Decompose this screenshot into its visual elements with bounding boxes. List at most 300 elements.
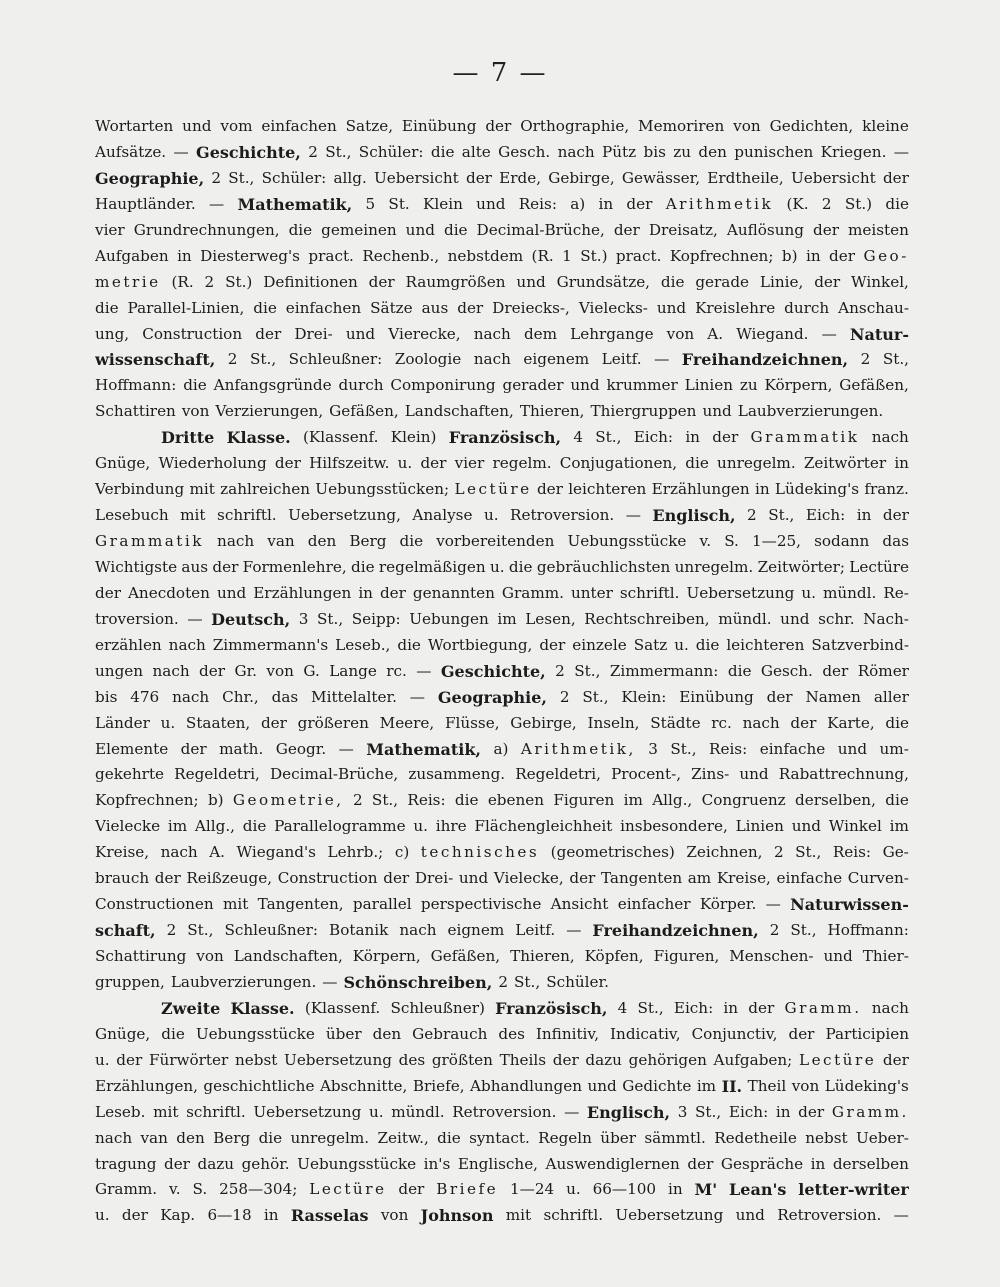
word: nach [399, 921, 437, 940]
word: (R. [531, 246, 554, 265]
word: die [685, 454, 709, 473]
word: St.) [580, 246, 608, 265]
word: die [508, 557, 533, 576]
word: Verbindung [95, 480, 185, 499]
word: Abhandlungen [470, 1076, 582, 1095]
word: Dritte [161, 428, 215, 448]
word: Schüler: [261, 168, 327, 187]
text-line-30 [95, 866, 909, 892]
word: Wortarten [95, 117, 174, 135]
word: 2 [352, 791, 363, 810]
word: eigenem [523, 350, 590, 369]
word: erzählen [95, 635, 162, 654]
word: Procent-, [611, 765, 682, 784]
word: regelm. [492, 454, 552, 473]
word: Gramm. [95, 1180, 158, 1199]
word: die [727, 661, 752, 680]
word: Briefe, [412, 1076, 465, 1095]
word: die [437, 1128, 461, 1147]
word: Körpern, [764, 376, 833, 395]
word: und [476, 194, 506, 213]
word: Meere, [379, 713, 435, 732]
word: Staaten, [185, 713, 251, 732]
word: Grundrechnungen, [133, 220, 280, 239]
text-line-5 [95, 218, 909, 244]
word: Landschaften, [404, 402, 514, 421]
word: Naturwissen- [790, 895, 909, 915]
word: St., [187, 921, 214, 940]
word: Klein [423, 194, 463, 213]
text-line-36 [95, 1022, 909, 1048]
word: 258—304; [219, 1180, 298, 1199]
word: — [564, 1102, 580, 1121]
word: Rechtschreiben, [584, 609, 710, 628]
word: Tangenten, [257, 895, 344, 914]
word: v. [168, 1180, 181, 1199]
word: der [882, 506, 909, 525]
word: St., [768, 506, 795, 525]
word: Schattiren [95, 402, 176, 421]
word: der [552, 1050, 579, 1069]
word: Anecdoten [127, 583, 210, 602]
text-line-26 [95, 762, 909, 788]
word: tragung [95, 1154, 157, 1173]
word: Köpfen, [584, 947, 644, 965]
text-line-28 [95, 814, 909, 840]
word: Figuren [553, 791, 615, 810]
word: unter [570, 583, 613, 602]
word: Retroversion. [452, 1102, 557, 1121]
word: und [739, 765, 769, 784]
word: alte [461, 142, 491, 161]
word: Uebersicht [373, 168, 459, 187]
word: — [893, 1206, 909, 1225]
word: Seipp: [351, 609, 401, 628]
word: Wiederholung [158, 454, 267, 473]
word: schriftl. [217, 506, 277, 525]
word: gemeinen [321, 220, 397, 239]
word: Arithmetik [665, 194, 774, 213]
word: ebenen [487, 791, 545, 810]
word: größten [431, 1050, 493, 1069]
word: Ge- [882, 843, 909, 862]
word: St. [388, 194, 410, 213]
word: Zoologie [394, 350, 462, 369]
word: Lehrgange [570, 324, 654, 343]
word: Städte [650, 713, 701, 732]
word: um- [879, 739, 909, 758]
word: Geographie, [437, 687, 547, 707]
word: Gespräche [720, 1154, 804, 1173]
word: Geometrie, [232, 791, 344, 810]
word: in [775, 1102, 791, 1121]
word: Retroversion. [510, 506, 615, 525]
word: Reis: [832, 843, 872, 862]
word: Johnson [420, 1206, 494, 1226]
word: v. [699, 532, 712, 550]
word: Geo- [863, 246, 909, 265]
word: mit [222, 895, 249, 914]
word: Linien [684, 376, 733, 395]
word: der [813, 220, 839, 239]
text-line-20 [95, 607, 909, 633]
word: St., [795, 843, 822, 862]
word: der [116, 1050, 143, 1069]
word: der [748, 998, 775, 1017]
word: Theil [747, 1076, 787, 1095]
word: vom [220, 117, 253, 135]
word: die [397, 635, 421, 654]
word: Kreise, [716, 869, 771, 888]
word: Winkel [828, 817, 882, 836]
word: letter-writer [798, 1180, 909, 1200]
word: in [667, 1180, 683, 1199]
word: sämmtl. [644, 1128, 706, 1147]
word: Laubverzierungen. [737, 402, 884, 421]
text-line-9 [95, 322, 909, 348]
word: in [723, 998, 739, 1017]
text-line-32 [95, 918, 909, 944]
word: vier [95, 220, 125, 239]
word: nebst [805, 1128, 848, 1147]
word: Auflösung [726, 220, 804, 239]
text-line-13 [95, 425, 909, 451]
word: der [260, 713, 287, 732]
word: St., [325, 142, 352, 161]
word: dem [523, 324, 558, 343]
word: Orthographie, [520, 117, 630, 135]
word: die [258, 1128, 283, 1147]
text-line-8 [95, 296, 909, 322]
word: der [457, 298, 484, 317]
word: geschichtliche [203, 1076, 315, 1095]
word: vier [454, 454, 485, 473]
word: und [837, 739, 868, 758]
word: der [569, 869, 596, 888]
word: von [733, 117, 761, 135]
word: krummer [606, 376, 678, 395]
word: Sätze [370, 298, 413, 317]
word: Regeldetri, [174, 765, 260, 784]
word: Uebersetzung [284, 1050, 392, 1069]
word: nach [152, 661, 190, 680]
word: einzele [572, 635, 627, 654]
word: der [882, 168, 909, 187]
word: Aufgaben [95, 246, 169, 265]
word: — [416, 661, 432, 680]
word: Freihandzeichnen, [592, 921, 759, 941]
word: regelmäßigen [378, 557, 486, 576]
word: Lean's [729, 1180, 787, 1200]
word: schaft, [95, 921, 156, 941]
word: nach [95, 1128, 133, 1147]
word: Vierecke, [388, 324, 461, 343]
word: 2 [821, 194, 832, 213]
word: den [176, 1128, 205, 1147]
word: — [821, 324, 837, 343]
word: Kreislehre [695, 298, 776, 317]
word: Dreisatz, [648, 220, 718, 239]
body-text [95, 114, 909, 1229]
word: Wortbiegung, [427, 635, 533, 654]
word: pract. [308, 246, 354, 265]
word: Grammatik [750, 428, 860, 447]
word: Indicativ, [610, 1024, 681, 1043]
word: Chr., [222, 687, 259, 706]
word: — [409, 687, 425, 706]
word: Botanik [329, 921, 389, 940]
word: Componirung [390, 376, 496, 395]
word: Conjugationen, [559, 454, 678, 473]
word: in [805, 246, 821, 265]
word: 2 [227, 350, 238, 369]
word: dazu [585, 1050, 622, 1069]
word: St., [514, 972, 541, 991]
text-line-42 [95, 1177, 909, 1203]
word: Reis: [518, 194, 557, 213]
word: nach [473, 350, 511, 369]
word: und [587, 1076, 617, 1095]
word: Nach- [863, 609, 909, 628]
word: Kap. [160, 1206, 196, 1225]
word: Mathematik, [237, 194, 353, 214]
text-line-15 [95, 477, 909, 503]
word: punischen [734, 142, 814, 161]
word: in [358, 583, 373, 602]
word: der [766, 687, 793, 706]
word: ihre [435, 817, 467, 836]
word: Menschen- [729, 947, 814, 965]
word: von [666, 324, 695, 343]
word: Gefäßen, [430, 947, 501, 965]
word: Hoffmann: [95, 376, 177, 395]
word: Lüdeking's [774, 480, 860, 499]
word: Mittelalter. [311, 687, 397, 706]
word: Leseb. [95, 1102, 146, 1121]
word: einfache [759, 739, 826, 758]
word: Flüsse, [444, 713, 500, 732]
word: Verzierungen, [215, 402, 324, 421]
word: zusammeng. [408, 765, 506, 784]
word: Gedichte [622, 1076, 692, 1095]
word: schriftl. [619, 583, 680, 602]
text-line-19 [95, 581, 909, 607]
word: brauch [95, 869, 150, 888]
word: Reißzeuge, [186, 869, 273, 888]
word: der [163, 1154, 190, 1173]
word: nach [473, 324, 511, 343]
word: meisten [847, 220, 909, 239]
word: der [790, 713, 817, 732]
word: St., [228, 168, 255, 187]
word: schr. [818, 609, 855, 628]
word: unregelm. [717, 454, 796, 473]
word: ung, [95, 324, 130, 343]
word: Vielecks- [578, 298, 648, 317]
word: Mathematik, [366, 739, 481, 759]
word: A. [209, 843, 226, 862]
word: Deutsch, [211, 609, 291, 629]
word: der [121, 1206, 148, 1225]
word: Schönschreiben, [343, 972, 493, 992]
word: mündl. [391, 1102, 445, 1121]
word: Congruenz [701, 791, 786, 810]
word: 2 [555, 661, 565, 680]
text-line-18 [95, 555, 909, 581]
word: Schüler: [358, 142, 424, 161]
text-line-37 [95, 1048, 909, 1074]
word: St., [882, 350, 909, 369]
word: — [322, 972, 338, 991]
word: Diesterweg's [200, 246, 300, 265]
word: Lange [329, 661, 377, 680]
word: der [465, 168, 492, 187]
word: 5 [365, 194, 376, 213]
word: St., [249, 350, 277, 369]
word: St., [790, 921, 817, 940]
word: u. [566, 1180, 581, 1199]
word: Geschichte, [440, 661, 546, 681]
word: Eich: [728, 1102, 769, 1121]
word: Infinitiv, [535, 1024, 600, 1043]
word: mit [180, 506, 206, 525]
word: die [454, 791, 479, 810]
word: — [625, 506, 641, 525]
word: des [398, 1050, 426, 1069]
word: größeren [297, 713, 369, 732]
text-line-3 [95, 166, 909, 192]
text-line-6 [95, 244, 909, 270]
word: Zweite [161, 998, 221, 1018]
word: einfachen [261, 117, 337, 135]
word: der [485, 117, 512, 135]
word: der [536, 480, 563, 499]
word: der [829, 246, 856, 265]
word: 2 [769, 921, 780, 940]
word: Allg., [652, 791, 693, 810]
word: Gewässer, [621, 168, 701, 187]
word: (Klassenf. [303, 428, 379, 447]
word: II. [721, 1076, 743, 1096]
word: 2 [747, 506, 757, 525]
word: der [822, 661, 849, 680]
word: u. [160, 713, 176, 732]
word: Elemente [95, 739, 169, 758]
word: franz. [864, 480, 909, 499]
word: leichteren [726, 635, 805, 654]
word: und [345, 324, 376, 343]
word: bis [643, 142, 666, 161]
word: zahlreichen [220, 480, 310, 499]
word: die [885, 194, 909, 213]
word: Reis: [709, 739, 748, 758]
text-line-41 [95, 1152, 909, 1178]
word: Figuren, [653, 947, 720, 965]
word: 2 [166, 921, 177, 940]
word: sodann [814, 532, 870, 550]
word: und [458, 869, 489, 888]
word: metrie [95, 272, 161, 291]
word: Fürwörter [148, 1050, 229, 1069]
word: St., [317, 609, 344, 628]
word: math. [219, 739, 264, 758]
word: Uebersetzung [686, 583, 795, 602]
text-line-14 [95, 451, 909, 477]
word: Lehrb.; [327, 843, 384, 862]
word: nach [871, 428, 909, 447]
word: Uebersicht [790, 168, 876, 187]
word: Aufsätze. [95, 142, 167, 161]
word: und [182, 117, 212, 135]
word: gekehrte [95, 765, 165, 784]
word: 3 [677, 1102, 688, 1121]
word: Linie, [759, 272, 804, 291]
word: pract. [615, 246, 662, 265]
word: G. [303, 661, 320, 680]
word: Constructionen [95, 895, 214, 914]
word: (K. [786, 194, 809, 213]
word: Parallel-Linien, [127, 298, 245, 317]
text-line-27 [95, 788, 909, 814]
word: (R. [171, 272, 194, 291]
word: M' [694, 1180, 718, 1200]
word: van [267, 532, 295, 550]
word: 2 [211, 168, 222, 187]
word: allg. [333, 168, 367, 187]
word: der [383, 869, 410, 888]
word: Kopfrechnen; [669, 246, 774, 265]
text-line-35 [95, 996, 909, 1022]
word: Satze, [345, 117, 394, 135]
text-line-33 [95, 944, 909, 970]
word: wissenschaft, [95, 350, 216, 370]
word: Anschau- [838, 298, 909, 317]
word: unregelm. [674, 557, 754, 576]
word: aus [421, 298, 449, 317]
word: Uebersetzung [615, 1206, 724, 1225]
word: und [216, 583, 247, 602]
word: Uebungsstücke [195, 1024, 315, 1043]
word: Schüler. [546, 972, 609, 991]
word: von [266, 661, 294, 680]
word: b) [207, 791, 224, 810]
word: leichteren [568, 480, 647, 499]
word: Laubverzierungen. [170, 972, 317, 991]
text-line-29 [95, 840, 909, 866]
word: 2 [860, 350, 871, 369]
word: und [656, 298, 687, 317]
word: perspectivische [420, 895, 542, 914]
word: Leseb., [335, 635, 391, 654]
word: Ansicht [550, 895, 609, 914]
word: Tangenten [600, 869, 683, 888]
word: u. [413, 817, 428, 836]
word: Anfangsgründe [213, 376, 332, 395]
word: van [140, 1128, 168, 1147]
word: 3 [648, 739, 658, 758]
word: Erzählungen, [95, 1076, 198, 1095]
word: der [687, 1154, 714, 1173]
word: unregelm. [290, 1128, 370, 1147]
page-number: — 7 — [452, 58, 548, 88]
word: u. [95, 1050, 110, 1069]
word: Geschichte, [196, 142, 301, 162]
word: Thieren, [510, 947, 575, 965]
word: 2 [559, 687, 570, 706]
word: Eich: [805, 506, 846, 525]
word: der [882, 1050, 909, 1069]
text-line-11 [95, 373, 909, 399]
